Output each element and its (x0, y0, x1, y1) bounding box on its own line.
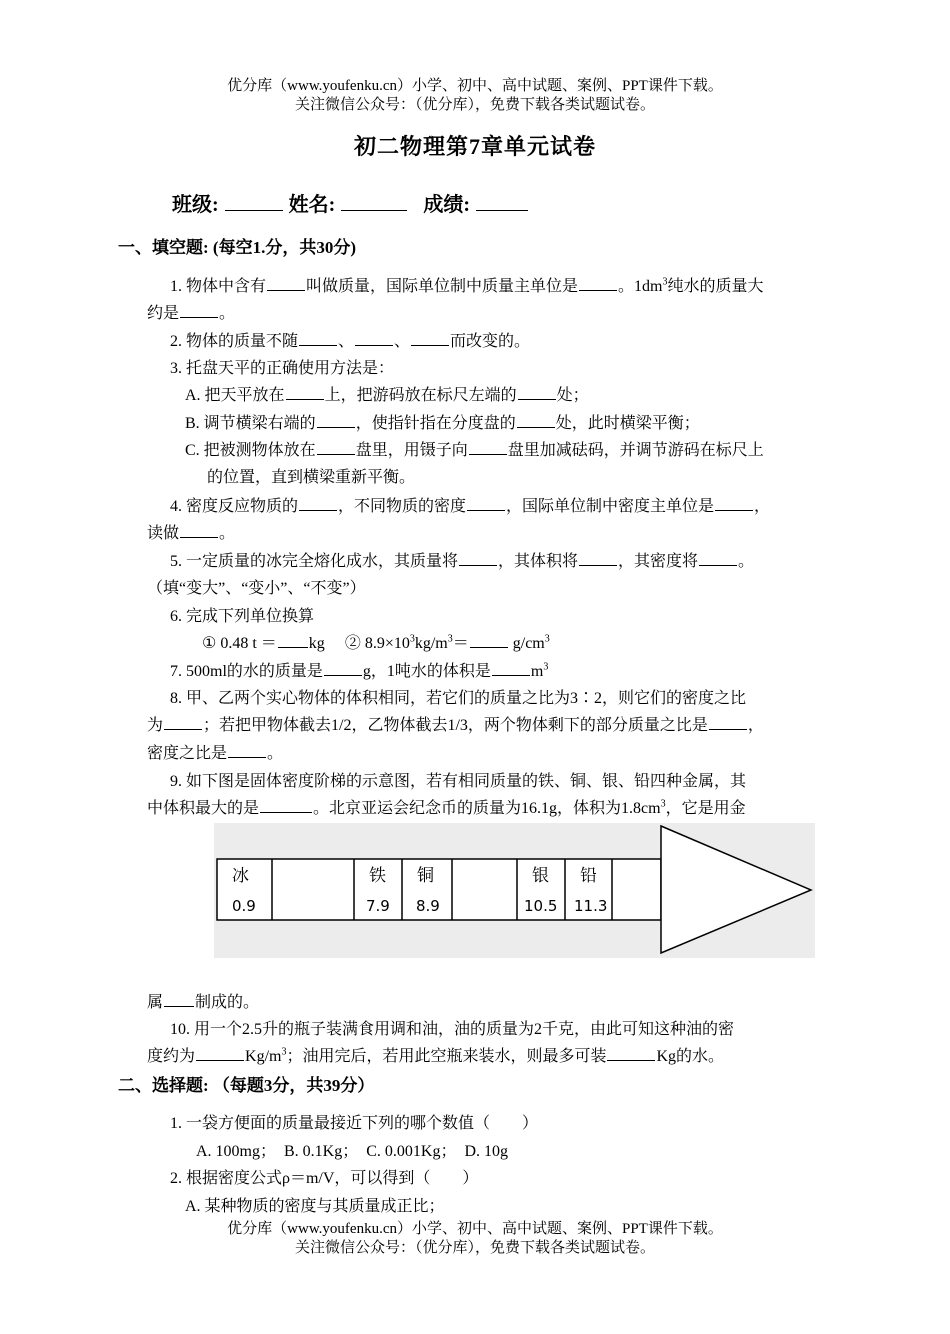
arrow-head (661, 826, 811, 953)
q9-line-3: 属 制成的。 (147, 994, 260, 1011)
choice-1-options[interactable]: A. 100mg； B. 0.1Kg； C. 0.001Kg； D. 10g (196, 1143, 509, 1160)
q2-line: 2. 物体的质量不随 、 、 而改变的。 (170, 333, 531, 350)
q9-line-1: 9. 如下图是固体密度阶梯的示意图，若有相同质量的铁、铜、银、铅四种金属，其 (170, 773, 747, 790)
cell-silver-label: 银 (532, 866, 549, 886)
cell-iron-value: 7.9 (366, 897, 390, 915)
cell-lead-value: 11.3 (574, 897, 608, 915)
cell-lead-label: 铅 (580, 866, 597, 886)
q3-a-line: A. 把天平放在 上，把游码放在标尺左端的 处； (185, 387, 589, 404)
q3-c-line-1: C. 把被测物体放在 盘里，用镊子向 盘里加减砝码，并调节游码在标尺上 (185, 442, 764, 459)
cell-ice-value: 0.9 (232, 897, 256, 915)
q4-line-2: 读做 。 (147, 525, 236, 542)
q8-line-1: 8. 甲、乙两个实心物体的体积相同，若它们的质量之比为3∶2，则它们的密度之比 (170, 690, 747, 707)
section-1-heading: 一、填空题: (每空1.分，共30分) (118, 238, 356, 257)
q8-line-3: 密度之比是 。 (147, 745, 284, 762)
class-label: 班级: (172, 194, 219, 216)
q10-line-2: 度约为 $Kg/m^3$；油用完后，若用此空瓶来装水，则最多可装 Kg的水。 (147, 1046, 725, 1065)
q1-line-2: 约是 。 (147, 305, 236, 322)
cell-silver-value: 10.5 (524, 897, 558, 915)
q8-line-2: 为 ；若把甲物体截去1/2，乙物体截去1/3，两个物体剩下的部分质量之比是 ， (147, 717, 764, 734)
footer-line-2: 关注微信公众号：（优分库），免费下载各类试题试卷。 (294, 1240, 655, 1256)
page-title: 初二物理第7章单元试卷 (353, 134, 596, 159)
q3-c-line-2: 的位置，直到横梁重新平衡。 (207, 469, 416, 486)
cell-copper-label: 铜 (417, 866, 434, 886)
q9-line-2: 中体积最大的是 。北京亚运会纪念币的质量为16.1g，体积为$1.8cm^3$，它是用金 (147, 798, 746, 817)
q4-line-1: 4. 密度反应物质的 ，不同物质的密度 ，国际单位制中密度主单位是 ， (170, 498, 771, 515)
density-ladder-diagram (214, 823, 815, 958)
cell-copper-value: 8.9 (416, 897, 440, 915)
q10-line-1: 10. 用一个2.5升的瓶子装满食用调和油，油的质量为2千克，由此可知这种油的密 (170, 1021, 735, 1038)
name-label: 姓名: (288, 194, 336, 216)
q1-line-1: 1. 物体中含有 叫做质量，国际单位制中质量主单位是 。$1dm^3$纯水的质量大 (170, 276, 764, 295)
name-blank[interactable] (341, 192, 407, 211)
q7-line: 7. 500ml的水的质量是 g，1吨水的体积是 $m^3$ (170, 661, 549, 680)
choice-1-question: 1. 一袋方便面的质量最接近下列的哪个数值（ ） (170, 1115, 539, 1132)
footer-line-1: 优分库（www.youfenku.cn）小学、初中、高中试题、案例、PPT课件下载。 (227, 1221, 723, 1237)
q3-line: 3. 托盘天平的正确使用方法是： (170, 360, 395, 377)
q6-line: 6. 完成下列单位换算 (170, 608, 315, 625)
choice-2-option-a[interactable]: A. 某种物质的密度与其质量成正比； (185, 1198, 445, 1215)
q6-conversions: ① 0.48 t ＝ kg ② $8.9\times 10^3kg/m^3= g/cm^3$ (202, 633, 550, 652)
cell-iron-label: 铁 (369, 866, 386, 886)
q5-line-2: （填“变大”、“变小”、“不变”） (147, 580, 366, 597)
student-info (172, 188, 529, 217)
q3-b-line: B. 调节横梁右端的 ，使指针指在分度盘的 处，此时横梁平衡； (185, 415, 700, 432)
cell-ice-label: 冰 (232, 866, 249, 886)
section-2-heading: 二、选择题: （每题3分，共39分） (118, 1076, 375, 1095)
class-blank[interactable] (225, 192, 283, 211)
score-label: 成绩: (423, 194, 471, 216)
header-line-1: 优分库（www.youfenku.cn）小学、初中、高中试题、案例、PPT课件下载。 (227, 78, 723, 94)
q5-line-1: 5. 一定质量的冰完全熔化成水，其质量将 ，其体积将 ，其密度将 。 (170, 553, 755, 570)
score-blank[interactable] (476, 192, 528, 211)
header-line-2: 关注微信公众号：（优分库），免费下载各类试题试卷。 (294, 97, 655, 113)
choice-2-question: 2. 根据密度公式ρ＝m/V，可以得到（ ） (170, 1170, 479, 1187)
